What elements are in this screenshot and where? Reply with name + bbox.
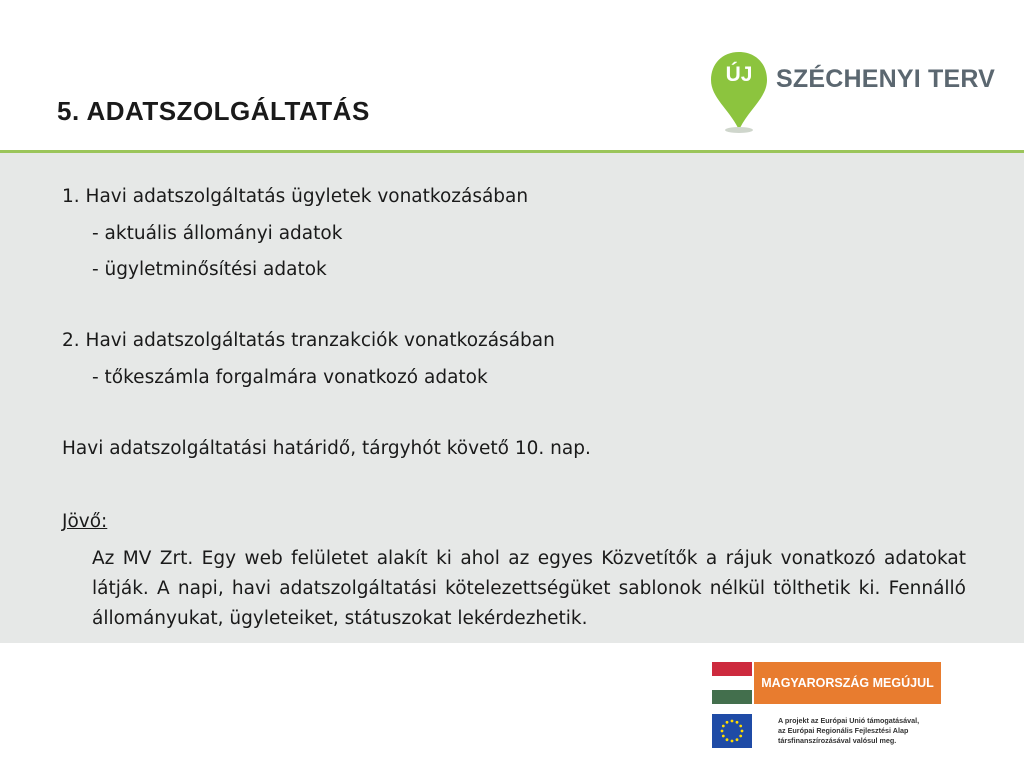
hungarian-flag-icon — [712, 662, 752, 704]
eu-text-line: A projekt az Európai Unió támogatásával, — [778, 716, 920, 725]
eu-text-line: az Európai Regionális Fejlesztési Alap — [778, 726, 909, 735]
deadline-text: Havi adatszolgáltatási határidő, tárgyhót követő 10. nap. — [62, 438, 591, 459]
section1-item: - aktuális állományi adatok — [92, 223, 343, 244]
logo-brand-text: SZÉCHENYI TERV — [776, 65, 996, 93]
szechenyi-terv-logo — [708, 50, 996, 136]
section1-heading: 1. Havi adatszolgáltatás ügyletek vonatkozásában — [62, 186, 529, 207]
banner-text: MAGYARORSZÁG MEGÚJUL — [754, 662, 941, 704]
section2-heading: 2. Havi adatszolgáltatás tranzakciók vonatkozásában — [62, 330, 555, 351]
section2-item: - tőkeszámla forgalmára vonatkozó adatok — [92, 367, 488, 388]
logo-pin-text: ÚJ — [725, 63, 753, 86]
location-pin-icon — [708, 50, 770, 136]
section1-item: - ügyletminősítési adatok — [92, 259, 327, 280]
eu-flag-icon — [712, 714, 752, 748]
magyarorszag-megujul-banner — [712, 662, 942, 704]
eu-funding-text — [778, 716, 1018, 746]
eu-text-line: társfinanszírozásával valósul meg. — [778, 736, 897, 745]
future-label: Jövő: — [62, 511, 108, 532]
future-paragraph: Az MV Zrt. Egy web felületet alakít ki ahol az egyes Közvetítők a rájuk vonatkozó adatokat látják. A napi, havi adatszolgáltatási kötelezettségüket sablonok nélkül tölthetik ki. Fennálló állományukat, ügyleteiket, státuszokat lekérdezhetik. — [92, 548, 966, 629]
page-title: 5. ADATSZOLGÁLTATÁS — [57, 96, 370, 126]
